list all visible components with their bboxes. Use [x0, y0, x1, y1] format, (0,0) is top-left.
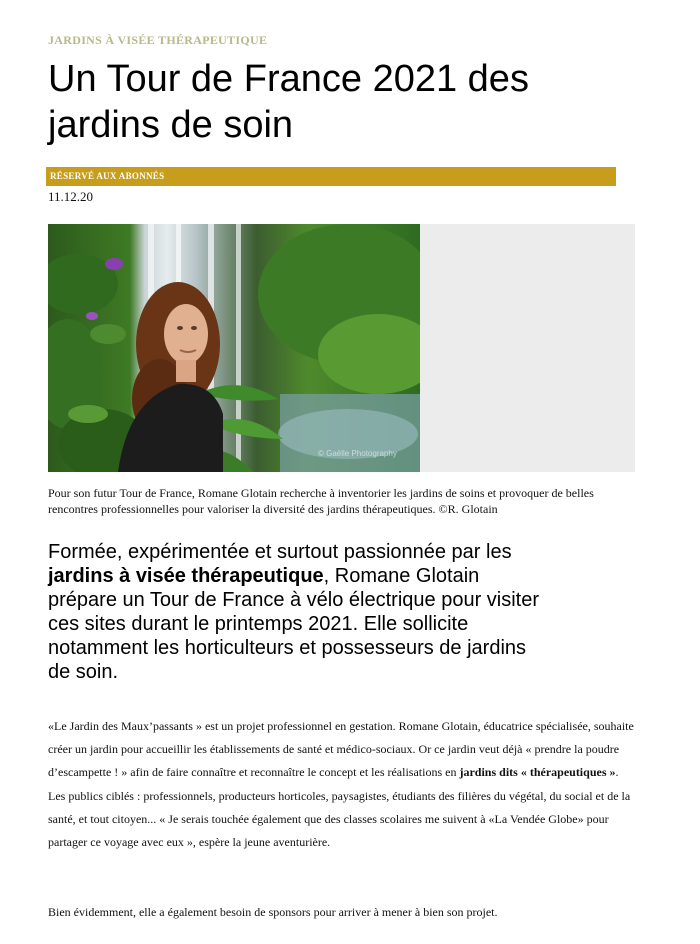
article-photo[interactable]	[48, 224, 420, 472]
body-bold: jardins dits « thérapeutiques »	[459, 765, 616, 780]
media-container	[48, 224, 635, 472]
article-kicker: JARDINS À VISÉE THÉRAPEUTIQUE	[48, 33, 268, 47]
body-text-2: . Les publics ciblés : professionnels, producteurs horticoles, paysagistes, étudiants des filières du végétal, du social et de la santé, et tout citoyen... « Je serais touchée également que des classes scolaires me suivent à «La Vendée Globe» pour partager ce voyage avec eux », espère la jeune aventurière.	[48, 765, 631, 850]
lede-text-1: Formée, expérimentée et surtout passionnée par les	[48, 541, 512, 563]
lede-bold-link: jardins à visée thérapeutique	[48, 565, 324, 587]
photo-credit: © Gaëlle Photography	[318, 449, 397, 458]
article-date: 11.12.20	[48, 189, 94, 204]
subscriber-badge-label: RÉSERVÉ AUX ABONNÉS	[50, 171, 165, 181]
article-body	[48, 715, 638, 854]
photo-illustration	[48, 224, 420, 472]
photo-caption: Pour son futur Tour de France, Romane Glotain recherche à inventorier les jardins de soins et provoquer de belles rencontres professionnelles pour valoriser la diversité des jardins thérapeutiques. ©R. Glotain	[48, 486, 594, 516]
article-body-closing: Bien évidemment, elle a également besoin de sponsors pour arriver à mener à bien son projet.	[48, 905, 498, 919]
article-lede	[48, 540, 548, 684]
body-text-1: «Le Jardin des Maux’passants » est un projet professionnel en gestation. Romane Glotain, éducatrice spécialisée, souhaite créer un jardin pour accueillir les établissements de santé et médico-sociaux. Or ce jardin veut déjà « prendre la poudre d’escampette ! » afin de faire connaître et reconnaître le concept et les réalisations en	[48, 719, 634, 780]
lede-text-2: , Romane Glotain prépare un Tour de France à vélo électrique pour visiter ces sites durant le printemps 2021. Elle sollicite notamment les horticulteurs et possesseurs de jardins de soin.	[48, 565, 540, 683]
subscriber-badge	[46, 167, 616, 186]
article-title: Un Tour de France 2021 des jardins de soin	[48, 58, 529, 146]
